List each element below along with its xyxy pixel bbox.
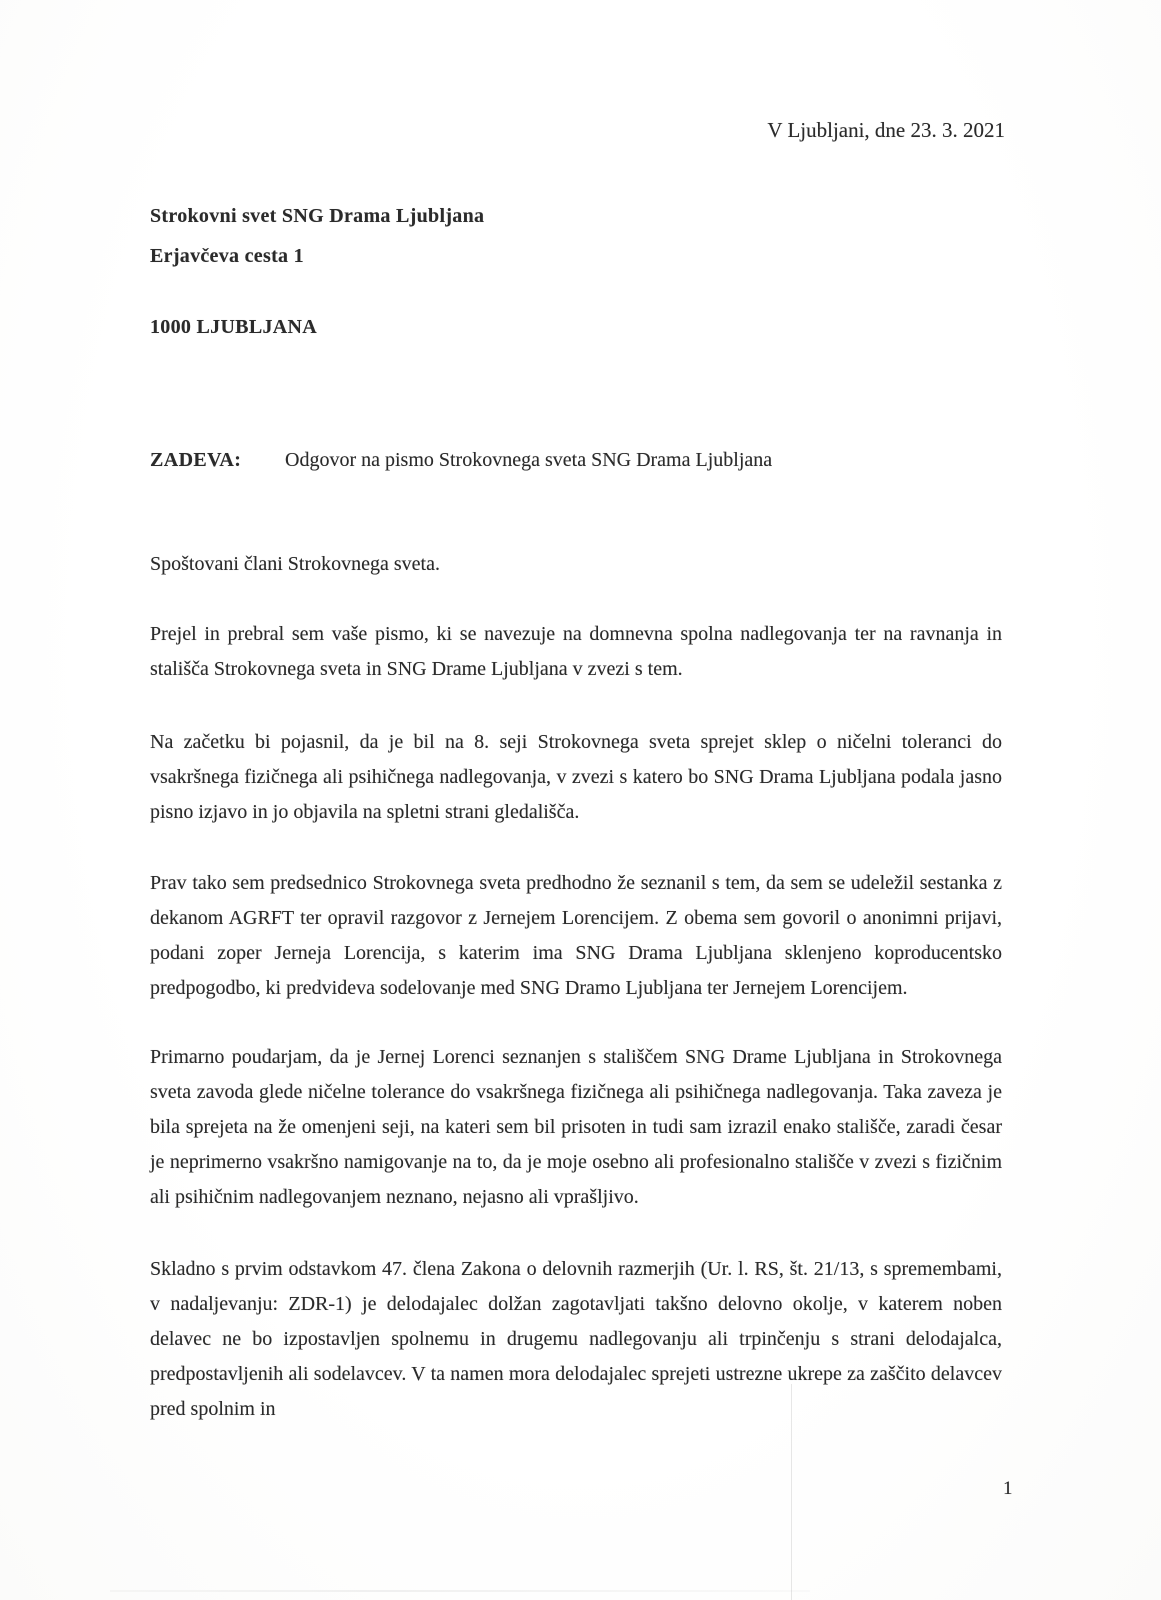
recipient-city: 1000 LJUBLJANA	[150, 316, 317, 338]
page-number: 1	[1003, 1478, 1013, 1499]
recipient-organization: Strokovni svet SNG Drama Ljubljana	[150, 205, 485, 227]
salutation: Spoštovani člani Strokovnega sveta.	[150, 553, 440, 575]
paragraph-5: Skladno s prvim odstavkom 47. člena Zakona o delovnih razmerjih (Ur. l. RS, št. 21/13, s spremembami, v nadaljevanju: ZDR-1) je delodajalec dolžan zagotavljati takšno delovno okolje, v katerem noben delavec ne bo izpostavljen spolnemu in drugemu nadlegovanju ali trpinčenju s strani delodajalca, predpostavljenih ali sodelavcev. V ta namen mora delodajalec sprejeti ustrezne ukrepe za zaščito delavcev pred spolnim in	[150, 1258, 1002, 1420]
scan-artifact-bottom-edge	[110, 1590, 810, 1592]
scan-artifact-vertical-line	[791, 1384, 792, 1600]
subject-label: ZADEVA:	[150, 449, 242, 471]
recipient-street: Erjavčeva cesta 1	[150, 245, 304, 267]
paragraph-1: Prejel in prebral sem vaše pismo, ki se navezuje na domnevna spolna nadlegovanja ter na ravnanja in stališča Strokovnega sveta in SNG Drame Ljubljana v zvezi s tem.	[150, 623, 1002, 680]
paragraph-3: Prav tako sem predsednico Strokovnega sveta predhodno že seznanil s tem, da sem se udeležil sestanka z dekanom AGRFT ter opravil razgovor z Jernejem Lorencijem. Z obema sem govoril o anonimni prijavi, podani zoper Jerneja Lorencija, s katerim ima SNG Drama Ljubljana sklenjeno koproducentsko predpogodbo, ki predvideva sodelovanje med SNG Dramo Ljubljana ter Jernejem Lorencijem.	[150, 872, 1002, 999]
recipient-address-block	[150, 196, 484, 347]
subject-line	[150, 446, 1001, 474]
paragraph-2: Na začetku bi pojasnil, da je bil na 8. seji Strokovnega sveta sprejet sklep o ničelni toleranci do vsakršnega fizičnega ali psihičnega nadlegovanja, v zvezi s katero bo SNG Drama Ljubljana podala jasno pisno izjavo in jo objavila na spletni strani gledališča.	[150, 731, 1002, 823]
subject-value: Odgovor na pismo Strokovnega sveta SNG Drama Ljubljana	[285, 449, 773, 471]
paragraph-4: Primarno poudarjam, da je Jernej Lorenci seznanjen s stališčem SNG Drame Ljubljana in Strokovnega sveta zavoda glede ničelne tolerance do vsakršnega fizičnega ali psihičnega nadlegovanja. Taka zaveza je bila sprejeta na že omenjeni seji, na kateri sem bil prisoten in tudi sam izrazil enako stališče, zaradi česar je neprimerno vsakršno namigovanje na to, da je moje osebno ali profesionalno stališče v zvezi s fizičnim ali psihičnim nadlegovanjem neznano, nejasno ali vprašljivo.	[150, 1046, 1002, 1208]
date-line: V Ljubljani, dne 23. 3. 2021	[767, 118, 1005, 142]
